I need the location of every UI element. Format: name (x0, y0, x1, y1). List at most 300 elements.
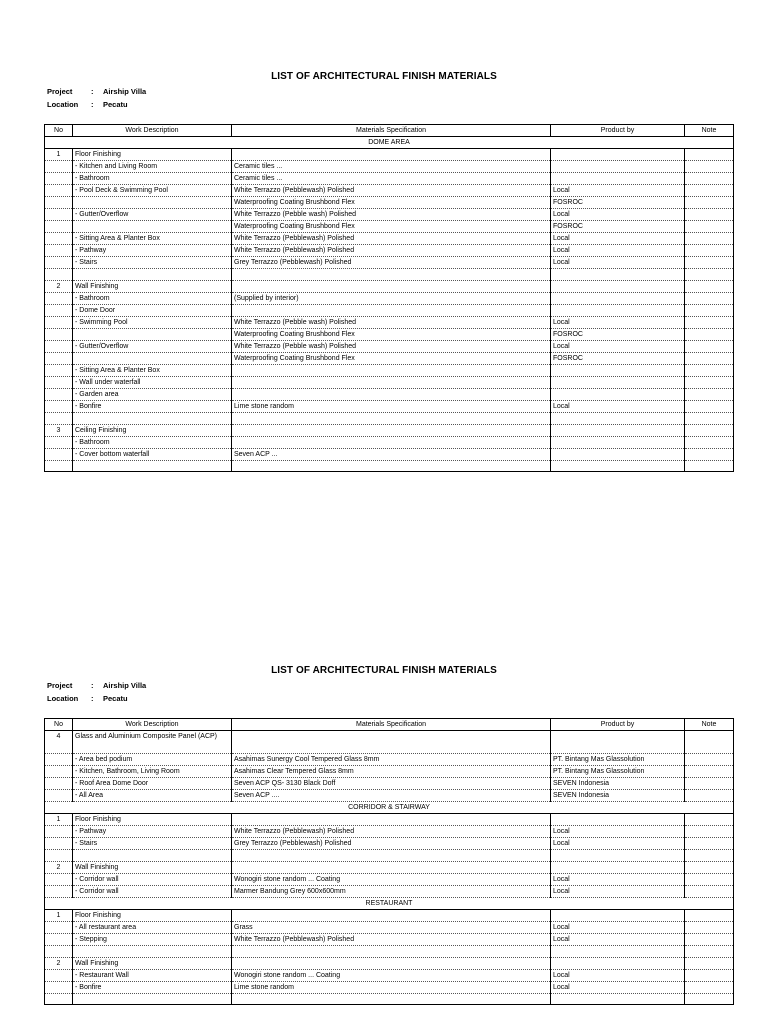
table-row (45, 436, 734, 448)
location-value: Pecatu (103, 100, 128, 109)
cell-work-description: Floor Finishing (73, 814, 232, 826)
cell-materials-specification (232, 909, 551, 921)
cell-no (45, 364, 73, 376)
cell-note (685, 861, 734, 873)
cell-product-by: SEVEN Indonesia (551, 790, 685, 802)
cell-no (45, 173, 73, 185)
cell-note (685, 957, 734, 969)
table-row (45, 233, 734, 245)
cell-work-description: - Cover bottom waterfall (73, 448, 232, 460)
location-label: Location (47, 100, 79, 109)
table-row (45, 269, 734, 281)
cell-work-description: - Area bed podium (73, 754, 232, 766)
header-materials-specification: Materials Specification (232, 125, 551, 137)
cell-materials-specification (232, 957, 551, 969)
cell-product-by: Local (551, 969, 685, 981)
document-title: LIST OF ARCHITECTURAL FINISH MATERIALS (271, 665, 497, 676)
cell-note (685, 209, 734, 221)
table-row (45, 790, 734, 802)
cell-no (45, 921, 73, 933)
cell-note (685, 838, 734, 850)
table-row (45, 400, 734, 412)
table-row (45, 161, 734, 173)
cell-note (685, 412, 734, 424)
cell-materials-specification: Waterproofing Coating Brushbond Flex (232, 352, 551, 364)
table-row (45, 388, 734, 400)
cell-note (685, 921, 734, 933)
colon: : (91, 87, 94, 96)
cell-note (685, 233, 734, 245)
cell-product-by: Local (551, 933, 685, 945)
header-note: Note (685, 125, 734, 137)
colon: : (91, 100, 94, 109)
cell-no (45, 790, 73, 802)
table-row (45, 969, 734, 981)
cell-work-description: - Swimming Pool (73, 316, 232, 328)
cell-materials-specification (232, 460, 551, 472)
cell-materials-specification: Waterproofing Coating Brushbond Flex (232, 328, 551, 340)
table-row (45, 850, 734, 862)
cell-materials-specification: White Terrazzo (Pebblewash) Polished (232, 826, 551, 838)
table-row (45, 861, 734, 873)
cell-materials-specification (232, 304, 551, 316)
cell-no: 1 (45, 909, 73, 921)
cell-materials-specification (232, 814, 551, 826)
cell-work-description: - Bathroom (73, 436, 232, 448)
cell-materials-specification: Wonogiri stone random ... Coating (232, 969, 551, 981)
finish-materials-table (44, 718, 734, 1005)
cell-note (685, 460, 734, 472)
cell-note (685, 448, 734, 460)
cell-product-by (551, 149, 685, 161)
cell-no (45, 197, 73, 209)
location-line (47, 100, 128, 109)
cell-product-by: FOSROC (551, 352, 685, 364)
cell-no: 1 (45, 814, 73, 826)
cell-work-description: Wall Finishing (73, 861, 232, 873)
table-row (45, 292, 734, 304)
cell-materials-specification: Asahimas Clear Tempered Glass 8mm (232, 766, 551, 778)
cell-note (685, 945, 734, 957)
cell-note (685, 850, 734, 862)
cell-note (685, 873, 734, 885)
cell-materials-specification: White Terrazzo (Pebblewash) Polished (232, 233, 551, 245)
cell-materials-specification: Asahimas Sunergy Cool Tempered Glass 8mm (232, 754, 551, 766)
cell-work-description: - Gutter/Overflow (73, 209, 232, 221)
cell-work-description: - All restaurant area (73, 921, 232, 933)
table-row (45, 197, 734, 209)
header-product-by: Product by (551, 125, 685, 137)
cell-no (45, 945, 73, 957)
cell-work-description (73, 221, 232, 233)
colon: : (91, 681, 94, 690)
cell-materials-specification (232, 945, 551, 957)
cell-materials-specification: White Terrazzo (Pebble wash) Polished (232, 340, 551, 352)
cell-product-by: Local (551, 257, 685, 269)
cell-work-description: Wall Finishing (73, 957, 232, 969)
cell-work-description: - Kitchen, Bathroom, Living Room (73, 766, 232, 778)
cell-work-description: Floor Finishing (73, 909, 232, 921)
cell-materials-specification (232, 269, 551, 281)
cell-product-by (551, 814, 685, 826)
cell-work-description: Glass and Aluminium Composite Panel (ACP) (73, 731, 232, 754)
cell-note (685, 790, 734, 802)
cell-product-by (551, 376, 685, 388)
cell-no (45, 161, 73, 173)
cell-note (685, 161, 734, 173)
cell-materials-specification: Seven ACP QS- 3130 Black Doff (232, 778, 551, 790)
cell-work-description: - Restaurant Wall (73, 969, 232, 981)
cell-no (45, 233, 73, 245)
table-row (45, 185, 734, 197)
cell-materials-specification: Seven ACP ... (232, 448, 551, 460)
table-row (45, 981, 734, 993)
cell-product-by (551, 424, 685, 436)
cell-no (45, 981, 73, 993)
header-no: No (45, 719, 73, 731)
cell-note (685, 316, 734, 328)
table-row (45, 993, 734, 1005)
cell-note (685, 221, 734, 233)
cell-work-description: Wall Finishing (73, 280, 232, 292)
cell-product-by: SEVEN Indonesia (551, 778, 685, 790)
cell-product-by (551, 436, 685, 448)
cell-product-by (551, 731, 685, 754)
cell-note (685, 766, 734, 778)
cell-note (685, 731, 734, 754)
cell-product-by (551, 280, 685, 292)
table-row (45, 412, 734, 424)
cell-no (45, 826, 73, 838)
cell-product-by: FOSROC (551, 328, 685, 340)
cell-note (685, 197, 734, 209)
cell-materials-specification: Seven ACP .... (232, 790, 551, 802)
cell-product-by (551, 850, 685, 862)
cell-work-description: - Sitting Area & Planter Box (73, 233, 232, 245)
section-title: CORRIDOR & STAIRWAY (45, 802, 734, 814)
cell-no: 2 (45, 957, 73, 969)
cell-note (685, 257, 734, 269)
cell-product-by: FOSROC (551, 221, 685, 233)
table-row (45, 814, 734, 826)
cell-note (685, 933, 734, 945)
cell-note (685, 340, 734, 352)
cell-no (45, 412, 73, 424)
cell-work-description: - Corridor wall (73, 873, 232, 885)
cell-note (685, 280, 734, 292)
project-value: Airship Villa (103, 681, 147, 690)
section-row (45, 897, 734, 909)
header-work-description: Work Description (73, 125, 232, 137)
table-row (45, 885, 734, 897)
cell-no (45, 778, 73, 790)
cell-no (45, 448, 73, 460)
cell-materials-specification: White Terrazzo (Pebble wash) Polished (232, 316, 551, 328)
cell-materials-specification: Waterproofing Coating Brushbond Flex (232, 221, 551, 233)
cell-no (45, 766, 73, 778)
table-row (45, 376, 734, 388)
cell-no (45, 388, 73, 400)
cell-work-description (73, 197, 232, 209)
section-row (45, 802, 734, 814)
cell-product-by (551, 173, 685, 185)
finish-materials-table (44, 124, 734, 472)
cell-no (45, 376, 73, 388)
cell-note (685, 969, 734, 981)
header-materials-specification: Materials Specification (232, 719, 551, 731)
cell-work-description (73, 993, 232, 1005)
cell-no (45, 185, 73, 197)
cell-note (685, 826, 734, 838)
cell-work-description: - Pathway (73, 826, 232, 838)
cell-note (685, 292, 734, 304)
cell-no (45, 969, 73, 981)
cell-materials-specification (232, 376, 551, 388)
table-row (45, 209, 734, 221)
cell-product-by (551, 292, 685, 304)
cell-no (45, 873, 73, 885)
cell-no (45, 316, 73, 328)
table-row (45, 778, 734, 790)
cell-materials-specification: White Terrazzo (Pebblewash) Polished (232, 245, 551, 257)
cell-note (685, 173, 734, 185)
cell-product-by: Local (551, 873, 685, 885)
cell-product-by (551, 957, 685, 969)
cell-no (45, 292, 73, 304)
cell-materials-specification: White Terrazzo (Pebble wash) Polished (232, 209, 551, 221)
cell-note (685, 993, 734, 1005)
cell-note (685, 885, 734, 897)
table-row (45, 909, 734, 921)
cell-product-by: Local (551, 838, 685, 850)
cell-materials-specification: White Terrazzo (Pebblewash) Polished (232, 185, 551, 197)
cell-no (45, 933, 73, 945)
cell-work-description: - Corridor wall (73, 885, 232, 897)
cell-note (685, 388, 734, 400)
section-row (45, 137, 734, 149)
cell-note (685, 328, 734, 340)
cell-product-by: PT. Bintang Mas Glassolution (551, 766, 685, 778)
cell-materials-specification (232, 861, 551, 873)
document-title: LIST OF ARCHITECTURAL FINISH MATERIALS (271, 71, 497, 82)
cell-product-by: FOSROC (551, 197, 685, 209)
cell-materials-specification (232, 424, 551, 436)
cell-materials-specification (232, 850, 551, 862)
cell-materials-specification: Marmer Bandung Grey 600x600mm (232, 885, 551, 897)
cell-product-by: Local (551, 400, 685, 412)
cell-note (685, 304, 734, 316)
cell-product-by: Local (551, 885, 685, 897)
cell-no (45, 436, 73, 448)
cell-product-by: Local (551, 233, 685, 245)
table-row (45, 731, 734, 754)
table-row (45, 173, 734, 185)
cell-no: 2 (45, 280, 73, 292)
table-row (45, 921, 734, 933)
cell-materials-specification (232, 436, 551, 448)
table-row (45, 424, 734, 436)
table-row (45, 448, 734, 460)
cell-no (45, 340, 73, 352)
cell-note (685, 436, 734, 448)
cell-product-by (551, 412, 685, 424)
cell-work-description: - Bathroom (73, 173, 232, 185)
cell-no (45, 993, 73, 1005)
cell-no (45, 838, 73, 850)
table-row (45, 257, 734, 269)
project-label: Project (47, 681, 73, 690)
table-row (45, 826, 734, 838)
cell-work-description: - Sitting Area & Planter Box (73, 364, 232, 376)
table-row (45, 957, 734, 969)
cell-product-by: Local (551, 921, 685, 933)
cell-work-description: - Bathroom (73, 292, 232, 304)
cell-no (45, 209, 73, 221)
table-row (45, 304, 734, 316)
cell-no (45, 754, 73, 766)
cell-work-description: - All Area (73, 790, 232, 802)
location-value: Pecatu (103, 694, 128, 703)
header-note: Note (685, 719, 734, 731)
cell-work-description (73, 352, 232, 364)
cell-no (45, 304, 73, 316)
cell-product-by: Local (551, 316, 685, 328)
cell-note (685, 149, 734, 161)
cell-product-by: Local (551, 245, 685, 257)
cell-note (685, 909, 734, 921)
table-row (45, 838, 734, 850)
cell-materials-specification (232, 280, 551, 292)
colon: : (91, 694, 94, 703)
project-value: Airship Villa (103, 87, 147, 96)
cell-no (45, 850, 73, 862)
cell-work-description: - Bonfire (73, 400, 232, 412)
cell-materials-specification: Grass (232, 921, 551, 933)
table-row (45, 766, 734, 778)
cell-materials-specification (232, 731, 551, 754)
cell-work-description: - Stepping (73, 933, 232, 945)
cell-note (685, 269, 734, 281)
cell-product-by: Local (551, 340, 685, 352)
table-row (45, 149, 734, 161)
cell-no (45, 257, 73, 269)
table-row (45, 316, 734, 328)
table-row (45, 754, 734, 766)
cell-work-description: - Wall under waterfall (73, 376, 232, 388)
table-row (45, 245, 734, 257)
table-row (45, 364, 734, 376)
cell-materials-specification (232, 993, 551, 1005)
cell-no (45, 352, 73, 364)
table-header-row (45, 125, 734, 137)
cell-work-description: - Stairs (73, 838, 232, 850)
cell-work-description (73, 850, 232, 862)
cell-note (685, 754, 734, 766)
table-row (45, 340, 734, 352)
cell-work-description: - Kitchen and Living Room (73, 161, 232, 173)
table-row (45, 945, 734, 957)
cell-materials-specification: Ceramic tiles ... (232, 173, 551, 185)
cell-no: 1 (45, 149, 73, 161)
cell-note (685, 400, 734, 412)
cell-no (45, 460, 73, 472)
cell-product-by (551, 269, 685, 281)
cell-product-by: PT. Bintang Mas Glassolution (551, 754, 685, 766)
cell-product-by (551, 364, 685, 376)
cell-materials-specification: Wonogiri stone random ... Coating (232, 873, 551, 885)
cell-product-by: Local (551, 826, 685, 838)
location-line (47, 694, 128, 703)
cell-note (685, 981, 734, 993)
cell-note (685, 814, 734, 826)
cell-note (685, 376, 734, 388)
cell-materials-specification: White Terrazzo (Pebblewash) Polished (232, 933, 551, 945)
cell-product-by (551, 861, 685, 873)
header-product-by: Product by (551, 719, 685, 731)
cell-product-by (551, 909, 685, 921)
table-header-row (45, 719, 734, 731)
cell-no (45, 400, 73, 412)
cell-materials-specification (232, 149, 551, 161)
cell-work-description: Floor Finishing (73, 149, 232, 161)
table-row (45, 328, 734, 340)
cell-product-by (551, 448, 685, 460)
table-row (45, 280, 734, 292)
cell-work-description (73, 945, 232, 957)
cell-work-description: - Dome Door (73, 304, 232, 316)
cell-materials-specification (232, 364, 551, 376)
cell-no (45, 328, 73, 340)
cell-product-by (551, 161, 685, 173)
cell-materials-specification: Grey Terrazzo (Pebblewash) Polished (232, 838, 551, 850)
cell-no (45, 885, 73, 897)
cell-work-description: - Stairs (73, 257, 232, 269)
cell-no: 2 (45, 861, 73, 873)
table-row (45, 873, 734, 885)
project-line (47, 87, 146, 96)
cell-work-description: - Pool Deck & Swimming Pool (73, 185, 232, 197)
cell-no: 3 (45, 424, 73, 436)
cell-no (45, 221, 73, 233)
cell-note (685, 245, 734, 257)
project-line (47, 681, 146, 690)
cell-work-description: - Roof Area Dome Door (73, 778, 232, 790)
cell-product-by (551, 993, 685, 1005)
cell-work-description (73, 412, 232, 424)
section-title: RESTAURANT (45, 897, 734, 909)
cell-product-by (551, 304, 685, 316)
table-row (45, 933, 734, 945)
table-row (45, 460, 734, 472)
cell-note (685, 364, 734, 376)
cell-product-by (551, 460, 685, 472)
header-no: No (45, 125, 73, 137)
cell-no (45, 269, 73, 281)
cell-materials-specification: Ceramic tiles ... (232, 161, 551, 173)
cell-no (45, 245, 73, 257)
cell-work-description (73, 269, 232, 281)
cell-product-by: Local (551, 209, 685, 221)
cell-materials-specification: Lime stone random (232, 400, 551, 412)
cell-product-by (551, 388, 685, 400)
cell-product-by: Local (551, 185, 685, 197)
cell-product-by: Local (551, 981, 685, 993)
cell-note (685, 778, 734, 790)
cell-work-description (73, 328, 232, 340)
section-title: DOME AREA (45, 137, 734, 149)
cell-work-description: - Pathway (73, 245, 232, 257)
cell-materials-specification: Waterproofing Coating Brushbond Flex (232, 197, 551, 209)
